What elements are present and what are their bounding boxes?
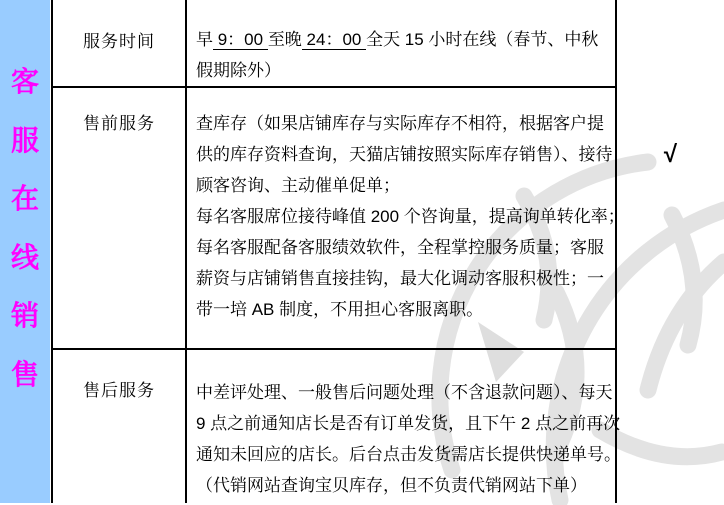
checkmark: √ — [663, 141, 678, 168]
content-line — [196, 170, 625, 201]
text-run: 通知未回应的店长。后台点击发货需店长提供快递单号。 — [196, 445, 621, 464]
sidebar-title-char: 销 — [11, 300, 40, 331]
content-line — [196, 377, 621, 408]
text-run: 顾客咨询、主动催单促单； — [196, 176, 400, 195]
content-line — [196, 139, 625, 170]
text-run: 薪资与店铺销售直接挂钩，最大化调动客服积极性；一 — [196, 269, 604, 288]
text-run: 中差评处理、一般售后问题处理（不含退款问题）、每天 — [196, 383, 613, 402]
underlined-text: 24：00 — [301, 30, 367, 49]
content-line — [196, 408, 621, 439]
content-line — [196, 24, 598, 55]
underlined-text: 9：00 — [213, 30, 268, 49]
cell-service-hours-text — [196, 24, 598, 86]
text-run: （代销网站查询宝贝库存，但不负责代销网站下单） — [196, 476, 587, 495]
text-run: 9 点之前通知店长是否有订单发货，且下午 2 点之前再次 — [196, 414, 621, 433]
row-label-aftersales: 售后服务 — [83, 381, 155, 400]
text-run: 供的库存资料查询，天猫店铺按照实际库存销售）、接待 — [196, 145, 613, 164]
row-label-service-hours: 服务时间 — [83, 32, 155, 51]
text-run: 早 — [196, 30, 213, 49]
text-run: 查库存（如果店铺库存与实际库存不相符，根据客户提 — [196, 114, 604, 133]
cell-presales-text — [196, 108, 625, 325]
sidebar-title-char: 服 — [11, 124, 40, 156]
text-run: 带一培 AB 制度，不用担心客服离职。 — [196, 300, 484, 319]
content-line — [196, 232, 625, 263]
row-label-presales: 售前服务 — [83, 114, 155, 133]
content-line — [196, 294, 625, 325]
sidebar-title-char: 客 — [11, 66, 40, 97]
category-sidebar — [0, 0, 50, 503]
table-border-vertical-left — [51, 0, 53, 503]
text-run: 至晚 — [267, 30, 302, 49]
content-line — [196, 263, 625, 294]
cell-aftersales-text — [196, 377, 621, 501]
text-run: 每名客服席位接待峰值 200 个咨询量，提高询单转化率； — [196, 207, 625, 226]
content-line — [196, 439, 621, 470]
sidebar-title-char: 在 — [11, 183, 40, 214]
content-line — [196, 108, 625, 139]
text-run: 全天 15 小时在线（春节、中秋 — [366, 30, 599, 49]
sidebar-title-char: 线 — [11, 241, 40, 273]
content-line — [196, 201, 625, 232]
table-border-row2-bottom — [51, 348, 617, 350]
sidebar-title-char: 售 — [11, 358, 40, 390]
table-border-vertical-middle — [185, 0, 187, 503]
content-line — [196, 470, 621, 501]
table-border-row1-bottom — [51, 86, 617, 88]
content-line — [196, 55, 598, 86]
text-run: 假期除外） — [196, 61, 281, 80]
text-run: 每名客服配备客服绩效软件，全程掌控服务质量；客服 — [196, 238, 604, 257]
